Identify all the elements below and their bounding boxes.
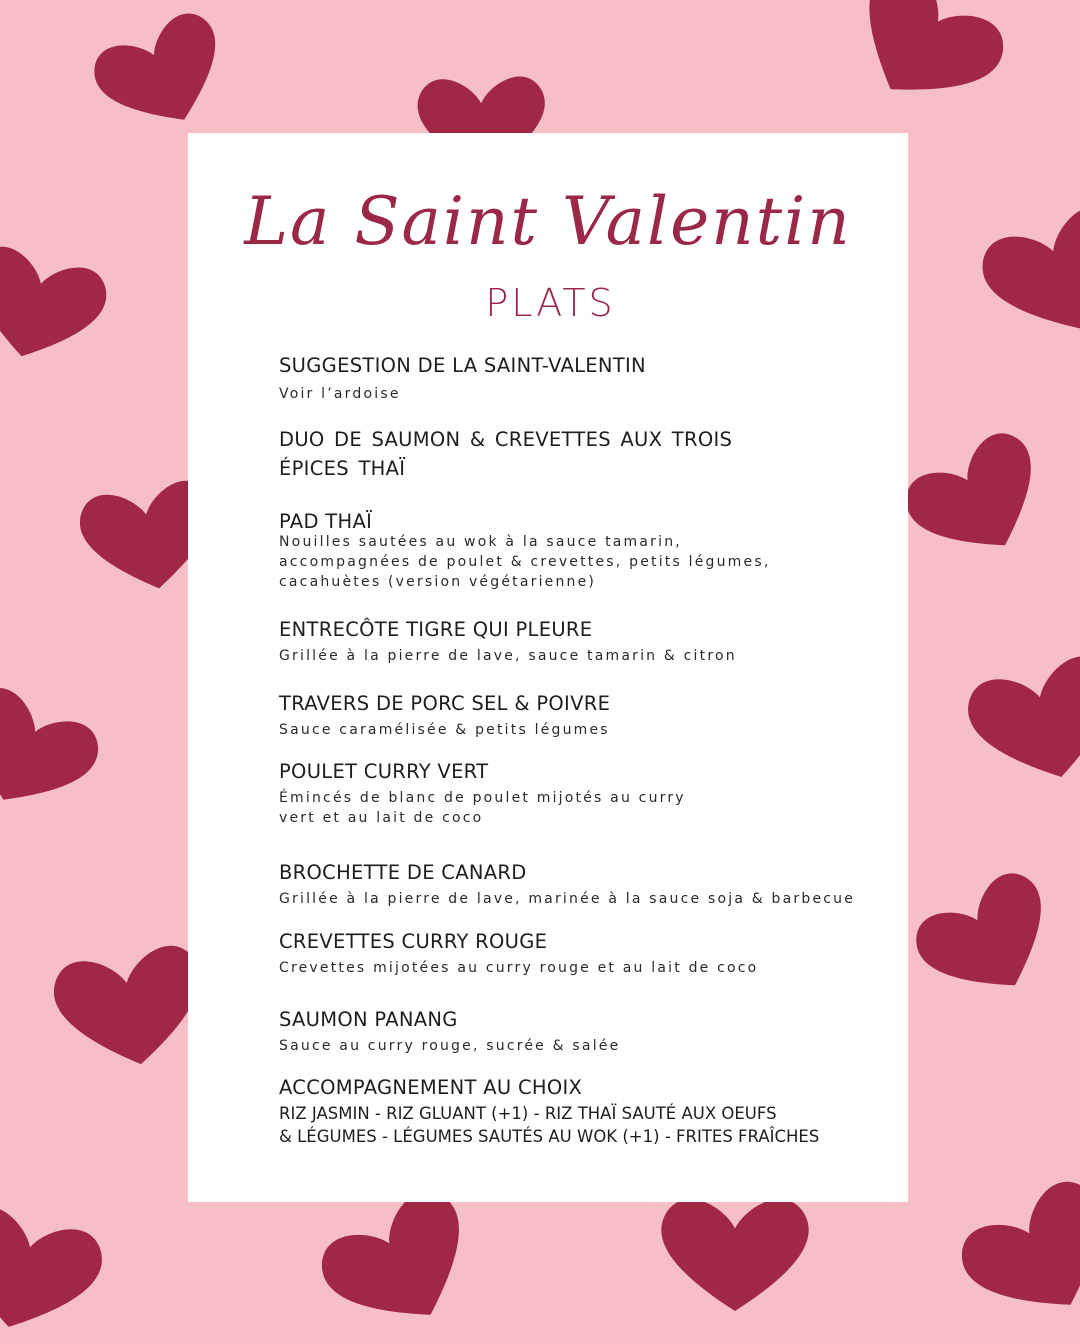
accompaniment [279,1073,889,1148]
accompaniment-line: RIZ JASMIN - RIZ GLUANT (+1) - RIZ THAÏ SAUTÉ AUX OEUFS [279,1104,777,1123]
menu-item [279,351,879,404]
dish-description: Crevettes mijotées au curry rouge et au lait de coco [279,960,759,976]
menu-item [279,927,879,978]
dish-description: Grillée à la pierre de lave, sauce tamarin & citron [279,648,737,664]
dish-description: Voir l’ardoise [279,386,401,402]
accompaniment-title: ACCOMPAGNEMENT AU CHOIX [279,1076,583,1099]
dish-name: ENTRECÔTE TIGRE QUI PLEURE [279,618,593,641]
accompaniment-line: & LÉGUMES - LÉGUMES SAUTÉS AU WOK (+1) - FRITES FRAÎCHES [279,1127,820,1146]
heart-icon [0,1200,109,1344]
dish-name: SAUMON PANANG [279,1008,458,1031]
dish-name: CREVETTES CURRY ROUGE [279,930,548,953]
dish-name: TRAVERS DE PORC SEL & POIVRE [279,692,611,715]
heart-icon [974,198,1080,353]
dish-description: Émincés de blanc de poulet mijotés au curry vert et au lait de coco [279,790,686,826]
menu-item [279,858,879,909]
dish-description: Sauce au curry rouge, sucrée & salée [279,1038,621,1054]
menu-item [279,757,879,828]
heart-icon [906,864,1073,1019]
heart-icon [311,1181,495,1344]
menu-item [279,425,769,483]
dish-name: POULET CURRY VERT [279,760,489,783]
dish-description: Sauce caramélisée & petits légumes [279,722,610,738]
dish-description: Grillée à la pierre de lave, marinée à la sauce soja & barbecue [279,891,856,907]
menu-title: La Saint Valentin [244,183,852,260]
heart-icon [86,5,242,146]
dish-name: PAD THAÏ [279,510,373,533]
menu-item [279,615,879,666]
menu-item [279,1005,879,1056]
heart-icon [951,1171,1080,1342]
heart-icon [896,424,1063,579]
heart-icon [0,679,107,828]
heart-icon [961,650,1080,796]
menu-subtitle: PLATS [485,281,616,325]
heart-icon [661,1199,808,1311]
menu-card [188,133,908,1202]
dish-name: BROCHETTE DE CANARD [279,861,527,884]
dish-name: SUGGESTION DE LA SAINT-VALENTIN [279,354,646,377]
heart-icon [0,241,113,374]
menu-item [279,507,879,592]
dish-name: DUO DE SAUMON & CREVETTES AUX TROIS ÉPICES THAÏ [279,428,733,480]
menu-item [279,689,879,740]
dish-description: Nouilles sautées au wok à la sauce tamarin, accompagnées de poulet & crevettes, petits légumes, cacahuètes (version végétarienne) [279,534,771,590]
heart-icon [830,0,1015,131]
